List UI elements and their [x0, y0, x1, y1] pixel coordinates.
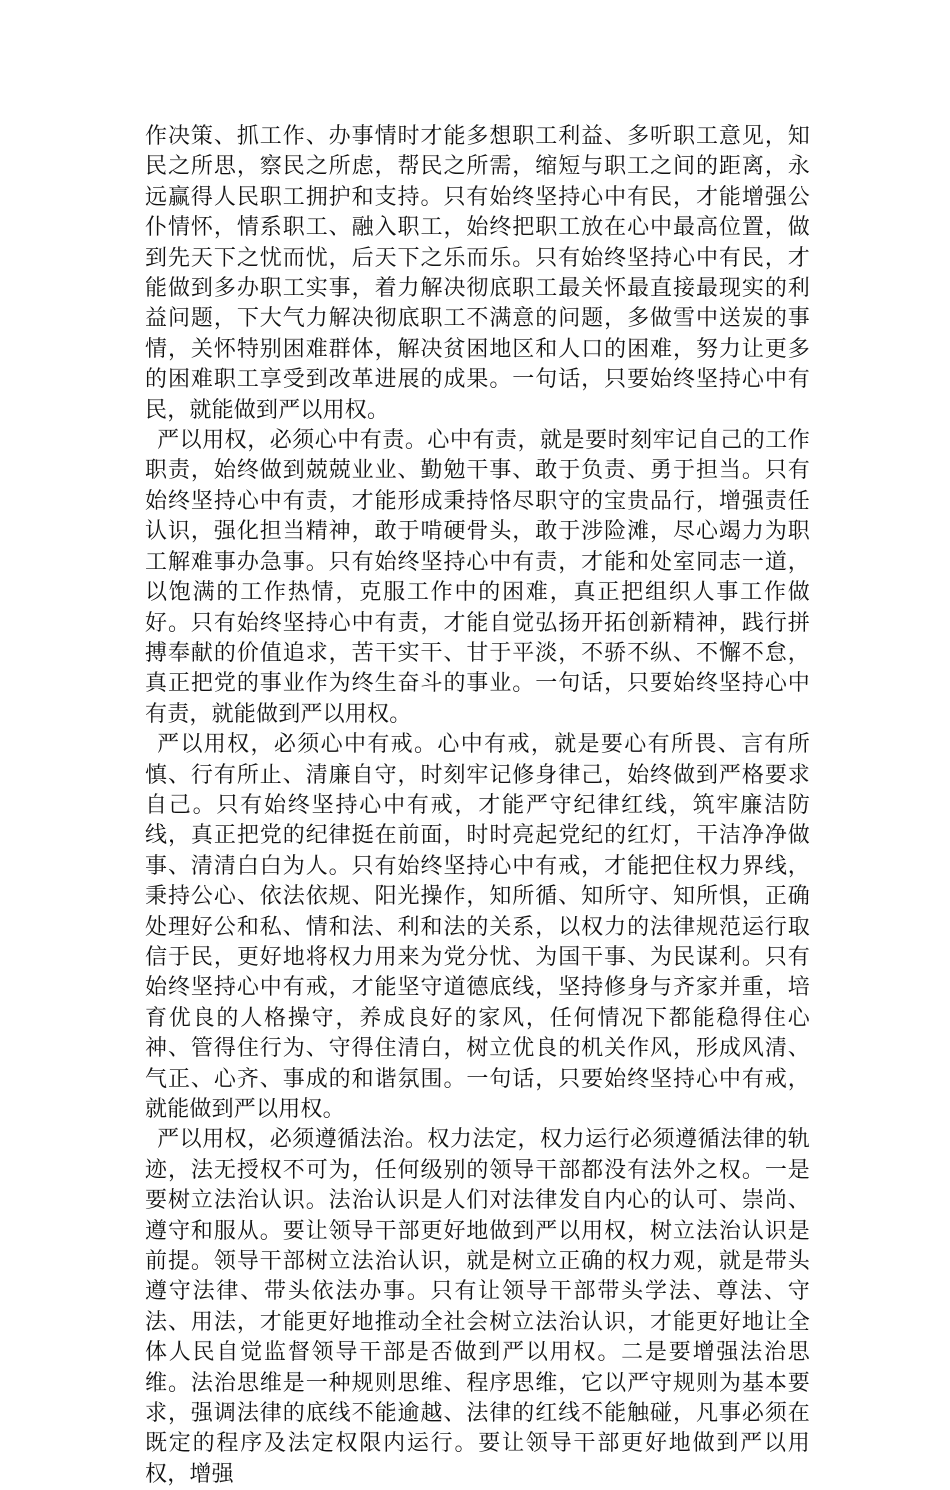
paragraph-1: 作决策、抓工作、办事情时才能多想职工利益、多听职工意见，知民之所思，察民之所虑，帮民之所需，缩短与职工之间的距离，永远赢得人民职工拥护和支持。只有始终坚持心中有民，才能增强公仆情怀，情系职工、融入职工，始终把职工放在心中最高位置，做到先天下之忧而忧，后天下之乐而乐。只有始终坚持心中有民，才能做到多办职工实事，着力解决彻底职工最关怀最直接最现实的利益问题，下大气力解决彻底职工不满意的问题，多做雪中送炭的事情，关怀特别困难群体，解决贫困地区和人口的困难，努力让更多的困难职工享受到改革进展的成果。一句话，只要始终坚持心中有民，就能做到严以用权。	[145, 124, 810, 423]
document-page	[145, 122, 810, 1490]
paragraph-3: 严以用权，必须心中有戒。心中有戒，就是要心有所畏、言有所慎、行有所止、清廉自守，时刻牢记修身律己，始终做到严格要求自己。只有始终坚持心中有戒，才能严守纪律红线，筑牢廉洁防线，真正把党的纪律挺在前面，时时亮起党纪的红灯，干洁净净做事、清清白白为人。只有始终坚持心中有戒，才能把住权力界线，秉持公心、依法依规、阳光操作，知所循、知所守、知所惧，正确处理好公和私、情和法、利和法的关系，以权力的法律规范运行取信于民，更好地将权力用来为党分忧、为国干事、为民谋利。只有始终坚持心中有戒，才能坚守道德底线，坚持修身与齐家并重，培育优良的人格操守，养成良好的家风，任何情况下都能稳得住心神、管得住行为、守得住清白，树立优良的机关作风，形成风清、气正、心齐、事成的和谐氛围。一句话，只要始终坚持心中有戒，就能做到严以用权。	[145, 732, 810, 1122]
paragraph-2: 严以用权，必须心中有责。心中有责，就是要时刻牢记自己的工作职责，始终做到兢兢业业、勤勉干事、敢于负责、勇于担当。只有始终坚持心中有责，才能形成秉持恪尽职守的宝贵品行，增强责任认识，强化担当精神，敢于啃硬骨头，敢于涉险滩，尽心竭力为职工解难事办急事。只有始终坚持心中有责，才能和处室同志一道，以饱满的工作热情，克服工作中的困难，真正把组织人事工作做好。只有始终坚持心中有责，才能自觉弘扬开拓创新精神，践行拼搏奉献的价值追求，苦干实干、甘于平淡，不骄不纵、不懈不怠，真正把党的事业作为终生奋斗的事业。一句话，只要始终坚持心中有责，就能做到严以用权。	[145, 428, 810, 727]
paragraph-4: 严以用权，必须遵循法治。权力法定，权力运行必须遵循法律的轨迹，法无授权不可为，任何级别的领导干部都没有法外之权。一是要树立法治认识。法治认识是人们对法律发自内心的认可、崇尚、遵守和服从。要让领导干部更好地做到严以用权，树立法治认识是前提。领导干部树立法治认识，就是树立正确的权力观，就是带头遵守法律、带头依法办事。只有让领导干部带头学法、尊法、守法、用法，才能更好地推动全社会树立法治认识，才能更好地让全体人民自觉监督领导干部是否做到严以用权。二是要增强法治思维。法治思维是一种规则思维、程序思维，它以严守规则为基本要求，强调法律的底线不能逾越、法律的红线不能触碰，凡事必须在既定的程序及法定权限内运行。要让领导干部更好地做到严以用权，增强	[145, 1127, 810, 1487]
